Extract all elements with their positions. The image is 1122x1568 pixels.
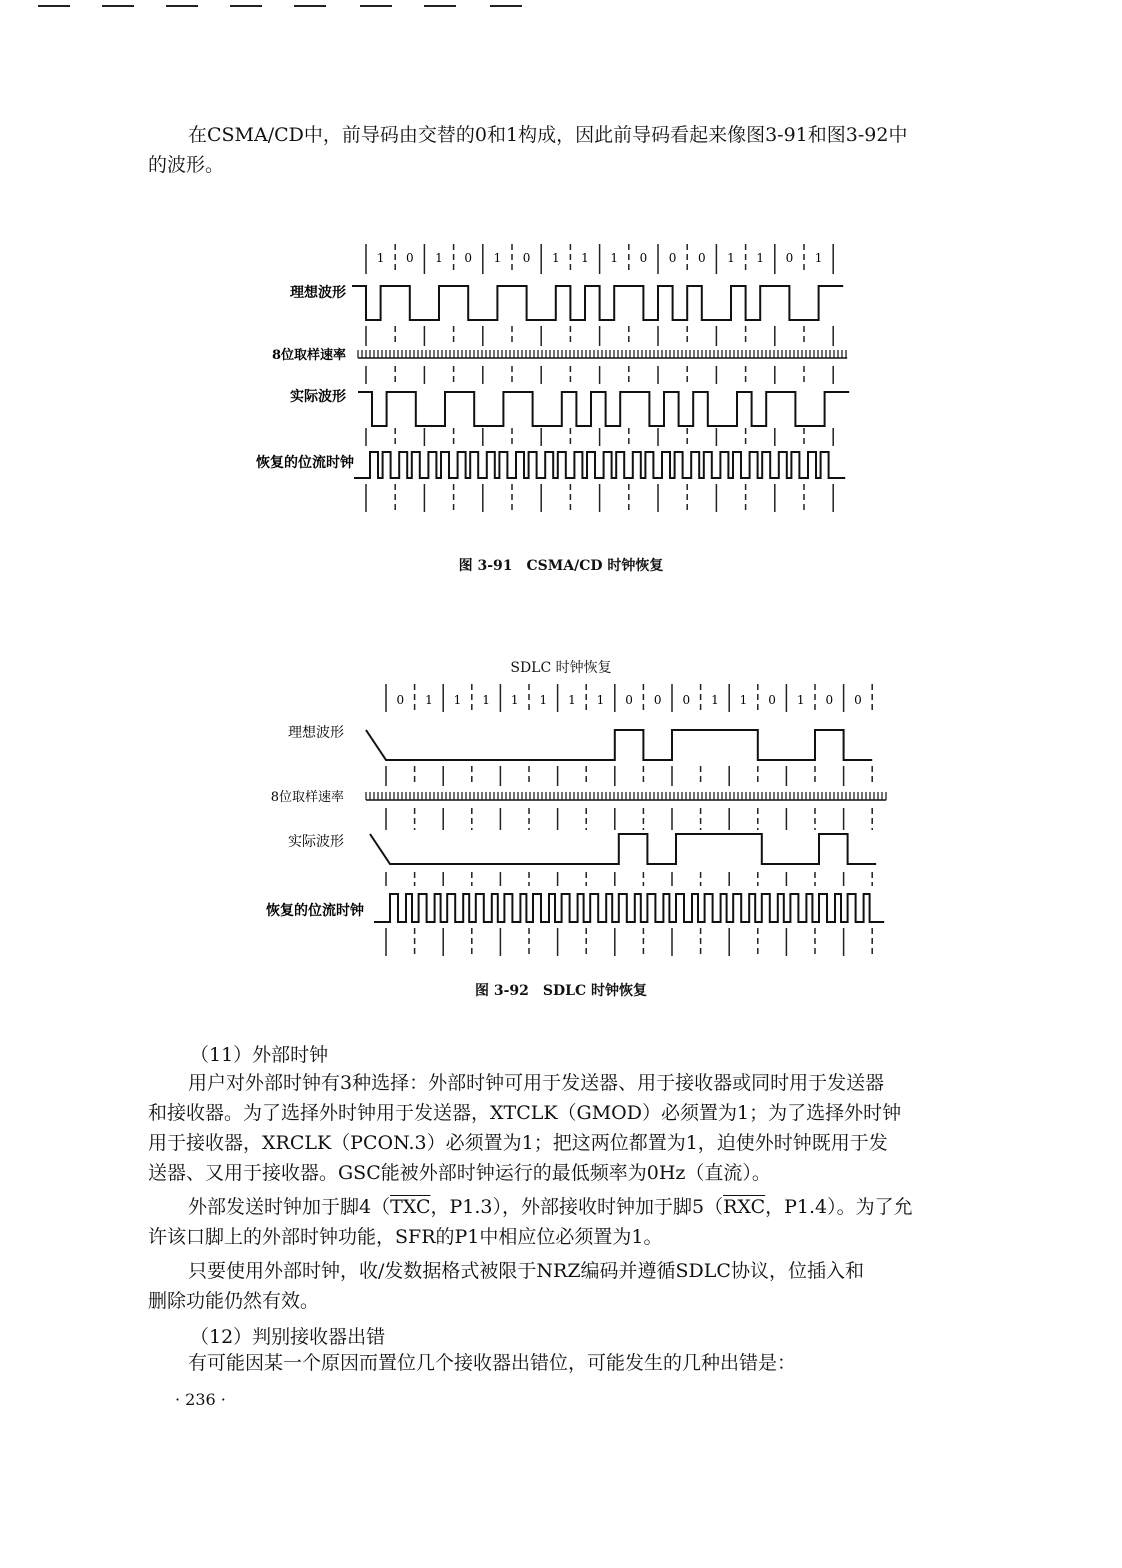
section-11-heading: （11）外部时钟 xyxy=(190,1044,329,1066)
bit-label: 1 xyxy=(510,693,519,707)
bit-label: 1 xyxy=(453,693,462,707)
recovered-clock-trace xyxy=(374,894,884,922)
fig1-sampling-ticks xyxy=(358,350,847,358)
bit-label: 1 xyxy=(435,251,443,265)
bit-label: 0 xyxy=(697,251,706,265)
s11-p2-line-2: 许该口脚上的外部时钟功能，SFR的P1中相应位必须置为1。 xyxy=(148,1226,663,1248)
fig1-caption: 图 3-91 CSMA/CD 时钟恢复 xyxy=(458,558,664,574)
ideal-waveform-trace xyxy=(366,730,872,760)
section-11-paragraph-2 xyxy=(148,1192,974,1252)
fig2-bit-labels xyxy=(396,693,861,707)
figure-3-92 xyxy=(240,680,890,960)
bit-label: 1 xyxy=(796,693,805,707)
s11-p1-line-1: 用户对外部时钟有3种选择：外部时钟可用于发送器、用于接收器或同时用于发送器 xyxy=(188,1072,885,1094)
fig2-ideal-waveform xyxy=(366,730,872,760)
s11-p2-pre: 外部发送时钟加于脚4（ xyxy=(188,1196,391,1218)
fig2-label-sampling: 8位取样速率 xyxy=(270,790,344,805)
figure-3-91 xyxy=(230,230,890,520)
bit-label: 1 xyxy=(596,693,605,707)
ideal-waveform-trace xyxy=(352,286,843,320)
bit-label: 1 xyxy=(727,251,735,265)
fig2-recovered-clock xyxy=(374,894,884,922)
bit-label: 0 xyxy=(625,693,633,707)
top-edge-dashes xyxy=(30,0,550,10)
fig1-label-sampling: 8位取样速率 xyxy=(271,348,346,363)
s12-p1-line-1: 有可能因某一个原因而置位几个接收器出错位，可能发生的几种出错是： xyxy=(188,1352,797,1374)
bit-label: 1 xyxy=(568,693,576,707)
fig2-actual-waveform xyxy=(370,834,876,864)
fig1-label-ideal: 理想波形 xyxy=(290,285,346,301)
rxc-signal: $\overline{RXC}$ xyxy=(723,1196,766,1218)
intro-line-1: 在CSMA/CD中，前导码由交替的0和1构成，因此前导码看起来像图3-91和图3-92中 xyxy=(188,124,908,146)
bit-label: 1 xyxy=(376,251,385,265)
fig1-recovered-clock xyxy=(354,452,845,478)
actual-waveform-trace xyxy=(358,392,849,426)
section-12-paragraph xyxy=(148,1348,974,1378)
bit-label: 0 xyxy=(785,251,794,265)
bit-label: 1 xyxy=(756,251,765,265)
bit-label: 1 xyxy=(539,693,548,707)
s11-p1-line-4: 送器、又用于接收器。GSC能被外部时钟运行的最低频率为0Hz（直流）。 xyxy=(148,1162,771,1184)
bit-label: 0 xyxy=(522,251,531,265)
bit-label: 0 xyxy=(405,251,414,265)
fig1-actual-waveform xyxy=(358,392,849,426)
recovered-clock-trace xyxy=(354,452,845,478)
bit-label: 0 xyxy=(464,251,473,265)
bit-label: 1 xyxy=(482,693,490,707)
bit-label: 1 xyxy=(610,251,619,265)
actual-waveform-trace xyxy=(370,834,876,864)
bit-label: 0 xyxy=(682,693,691,707)
bit-label: 0 xyxy=(768,693,776,707)
s11-p3-line-2: 删除功能仍然有效。 xyxy=(148,1290,320,1312)
bit-label: 1 xyxy=(739,693,748,707)
s11-p2-line-1 xyxy=(148,1192,974,1222)
page-number: · 236 · xyxy=(175,1390,226,1409)
fig1-label-clock: 恢复的位流时钟 xyxy=(256,455,354,471)
bit-label: 0 xyxy=(854,693,862,707)
bit-label: 1 xyxy=(425,693,433,707)
s11-p3-line-1: 只要使用外部时钟，收/发数据格式被限于NRZ编码并遵循SDLC协议，位插入和 xyxy=(188,1260,864,1282)
fig2-label-clock: 恢复的位流时钟 xyxy=(266,903,364,919)
section-11-paragraph-1 xyxy=(148,1068,974,1188)
fig2-sampling-ticks xyxy=(366,792,886,800)
txc-signal: $\overline{TXC}$ xyxy=(390,1196,431,1218)
intro-line-2: 的波形。 xyxy=(148,154,225,176)
bit-label: 0 xyxy=(653,693,662,707)
s11-p2-post: ，P1.4）。为了允 xyxy=(765,1196,913,1218)
intro-paragraph xyxy=(148,120,974,180)
s11-p1-line-2: 和接收器。为了选择外时钟用于发送器，XTCLK（GMOD）必须置为1；为了选择外时钟 xyxy=(148,1102,902,1124)
bit-label: 0 xyxy=(396,693,405,707)
bit-label: 1 xyxy=(711,693,719,707)
fig2-label-actual: 实际波形 xyxy=(288,834,344,850)
fig2-caption: 图 3-92 SDLC 时钟恢复 xyxy=(474,983,648,999)
bit-label: 1 xyxy=(493,251,502,265)
fig2-title: SDLC 时钟恢复 xyxy=(510,660,612,676)
section-11-paragraph-3 xyxy=(148,1256,974,1316)
s11-p2-mid: ，P1.3），外部接收时钟加于脚5（ xyxy=(430,1196,724,1218)
fig1-ideal-waveform xyxy=(352,286,843,320)
s11-p1-line-3: 用于接收器，XRCLK（PCON.3）必须置为1；把这两位都置为1，迫使外时钟既用于发 xyxy=(148,1132,888,1154)
fig1-label-actual: 实际波形 xyxy=(290,389,346,405)
section-12-heading: （12）判别接收器出错 xyxy=(190,1326,386,1348)
bit-label: 0 xyxy=(639,251,648,265)
bit-label: 1 xyxy=(581,251,589,265)
bit-label: 0 xyxy=(825,693,834,707)
fig2-label-ideal: 理想波形 xyxy=(288,725,344,741)
bit-label: 0 xyxy=(668,251,677,265)
bit-label: 1 xyxy=(814,251,823,265)
bit-label: 1 xyxy=(551,251,560,265)
